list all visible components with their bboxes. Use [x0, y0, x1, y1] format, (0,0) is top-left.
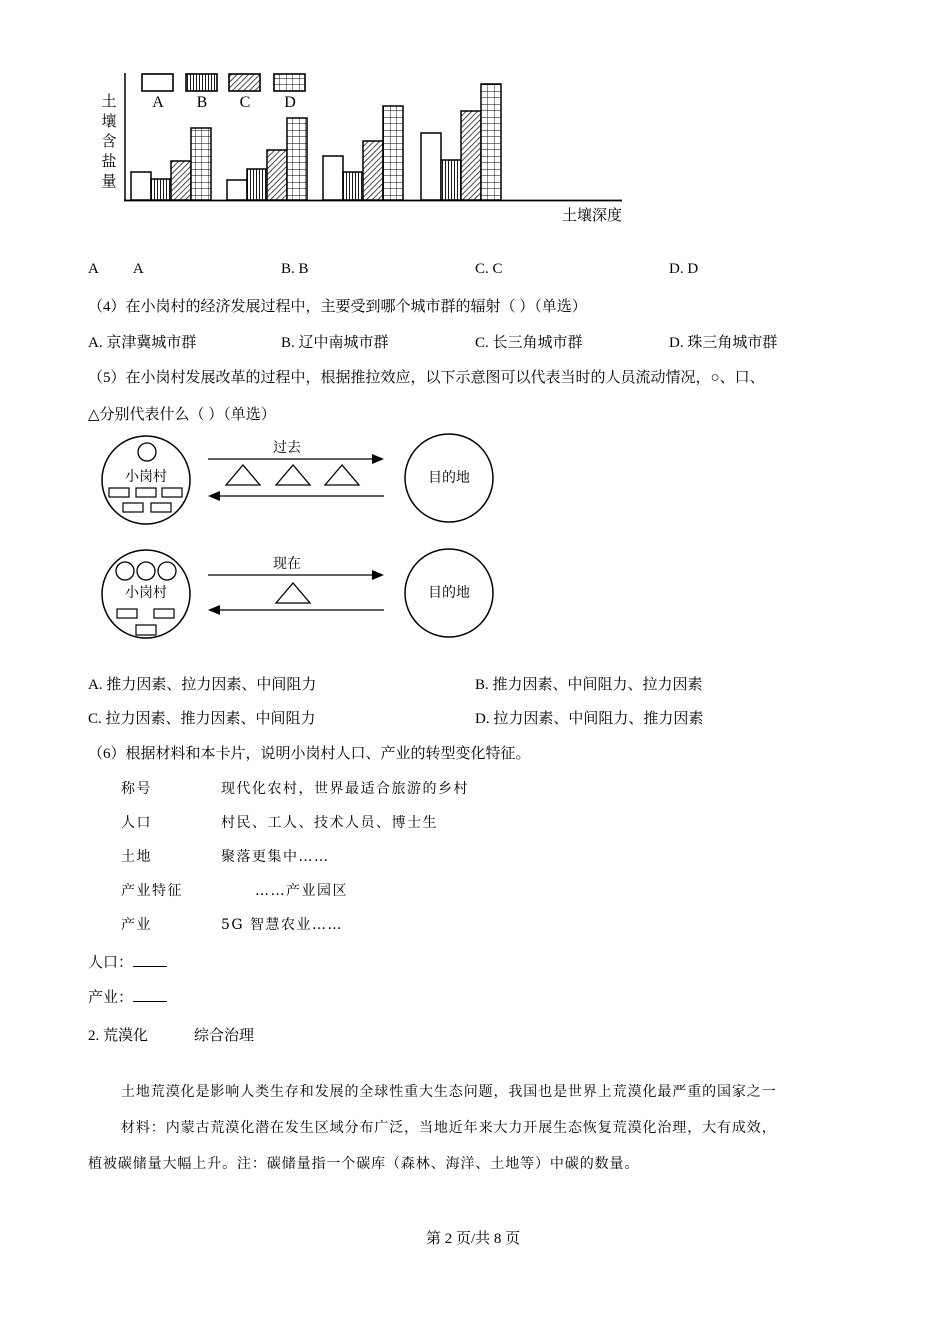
svg-text:壤: 壤 — [101, 114, 117, 130]
page-number: 第 2 页/共 8 页 — [426, 1231, 521, 1247]
past-label: 过去 — [273, 440, 301, 456]
chart-canvas — [95, 65, 635, 230]
card-value-industry: 5G 智慧农业…… — [221, 917, 344, 933]
village-label-now: 小岗村 — [125, 585, 167, 601]
x-axis-label: 土壤深度 — [561, 208, 622, 224]
bar-d — [191, 128, 211, 200]
section2-para2-line2: 植被碳储量大幅上升。注：碳储量指一个碳库（森林、海洋、土地等）中碳的数量。 — [88, 1156, 640, 1172]
legend-swatch-c — [229, 74, 260, 91]
q5-option-b[interactable]: B. 推力因素、中间阻力、拉力因素 — [475, 677, 703, 693]
q5-option-a[interactable]: A. 推力因素、拉力因素、中间阻力 — [88, 677, 317, 693]
q5-stem-line2: △分别代表什么（ ）（单选） — [88, 407, 276, 423]
chart-bars — [131, 84, 501, 200]
bar-c — [267, 150, 287, 200]
legend-swatch-b — [186, 74, 217, 91]
migration-diagram — [95, 432, 505, 647]
q4-option-b[interactable]: B. 辽中南城市群 — [281, 335, 389, 351]
q3-option-d[interactable]: D. D — [669, 261, 699, 277]
arrow-left-icon — [208, 605, 220, 615]
destination-label-past: 目的地 — [428, 470, 470, 486]
answer-blank-industry[interactable] — [133, 989, 167, 1002]
pull-circle-icon — [137, 562, 155, 580]
obstacle-triangle-icon — [276, 583, 310, 603]
svg-text:量: 量 — [101, 174, 117, 190]
card-value-title: 现代化农村，世界最适合旅游的乡村 — [221, 781, 469, 797]
section2-title: 2. 荒漠化 — [88, 1028, 149, 1044]
q4-stem: （4）在小岗村的经济发展过程中，主要受到哪个城市群的辐射（ ）（单选） — [88, 299, 587, 315]
bar-b — [247, 169, 267, 200]
svg-text:土: 土 — [101, 94, 117, 110]
bar-b — [343, 172, 363, 200]
bar-c — [461, 111, 481, 200]
legend-label-a: A — [152, 94, 164, 111]
past-row — [102, 434, 493, 524]
destination-label-now: 目的地 — [428, 585, 470, 601]
card-key-industry-feature: 产业特征 — [121, 883, 183, 899]
card-key-industry: 产业 — [121, 917, 152, 933]
obstacle-triangle-icon — [325, 465, 359, 485]
legend-label-b: B — [196, 94, 208, 111]
arrow-left-icon — [208, 491, 220, 501]
bar-b — [151, 179, 171, 200]
now-label: 现在 — [273, 556, 301, 572]
card-value-land: 聚落更集中…… — [221, 849, 330, 865]
arrow-right-icon — [372, 570, 384, 580]
q3-option-a[interactable]: A A — [88, 261, 144, 277]
svg-text:含: 含 — [101, 134, 117, 150]
q4-option-d[interactable]: D. 珠三角城市群 — [669, 335, 778, 351]
q4-option-c[interactable]: C. 长三角城市群 — [475, 335, 583, 351]
card-value-industry-feature: ……产业园区 — [255, 883, 348, 899]
salinity-chart — [95, 65, 635, 230]
answer-blank-population[interactable] — [133, 954, 167, 967]
q4-option-a[interactable]: A. 京津冀城市群 — [88, 335, 197, 351]
bar-d — [383, 106, 403, 200]
q5-option-c[interactable]: C. 拉力因素、推力因素、中间阻力 — [88, 711, 316, 727]
obstacle-triangle-icon — [226, 465, 260, 485]
obstacle-triangle-icon — [276, 465, 310, 485]
card-key-population: 人口 — [121, 815, 152, 831]
bar-a — [227, 180, 247, 200]
arrow-right-icon — [372, 454, 384, 464]
q5-option-d[interactable]: D. 拉力因素、中间阻力、推力因素 — [475, 711, 704, 727]
bar-a — [421, 133, 441, 200]
svg-text:盐: 盐 — [101, 154, 117, 170]
bar-c — [363, 141, 383, 200]
y-axis-label — [101, 93, 116, 190]
legend-label-d: D — [284, 94, 296, 111]
bar-b — [441, 160, 461, 200]
section2-heading — [88, 1024, 254, 1045]
section2-subtitle: 综合治理 — [194, 1028, 255, 1044]
card-value-population: 村民、工人、技术人员、博士生 — [221, 815, 438, 831]
section2-para1: 土地荒漠化是影响人类生存和发展的全球性重大生态问题，我国也是世界上荒漠化最严重的国家之一 — [121, 1084, 777, 1100]
now-row — [102, 549, 493, 638]
bar-d — [481, 84, 501, 200]
card-key-title: 称号 — [121, 781, 152, 797]
q3-option-c[interactable]: C. C — [475, 261, 503, 277]
pull-circle-icon — [116, 562, 134, 580]
bar-c — [171, 161, 191, 200]
pull-circle-icon — [138, 443, 156, 461]
legend-swatch-a — [142, 74, 173, 91]
bar-a — [323, 156, 343, 200]
legend-swatch-d — [274, 74, 305, 91]
q5-stem-line1: （5）在小岗村发展改革的过程中，根据推拉效应，以下示意图可以代表当时的人员流动情况，○、口、 — [88, 370, 765, 386]
q3-option-b[interactable]: B. B — [281, 261, 309, 277]
legend-label-c: C — [239, 94, 251, 111]
card-key-land: 土地 — [121, 849, 152, 865]
answer-population: 人口： — [88, 951, 167, 972]
chart-legend — [142, 74, 305, 111]
pull-circle-icon — [158, 562, 176, 580]
section2-para2-line1: 材料：内蒙古荒漠化潜在发生区域分布广泛，当地近年来大力开展生态恢复荒漠化治理，大有成效， — [121, 1120, 777, 1136]
answer-industry: 产业： — [88, 986, 167, 1007]
q6-stem: （6）根据材料和本卡片，说明小岗村人口、产业的转型变化特征。 — [88, 746, 531, 762]
bar-d — [287, 118, 307, 200]
bar-a — [131, 172, 151, 200]
village-label-past: 小岗村 — [125, 469, 167, 485]
